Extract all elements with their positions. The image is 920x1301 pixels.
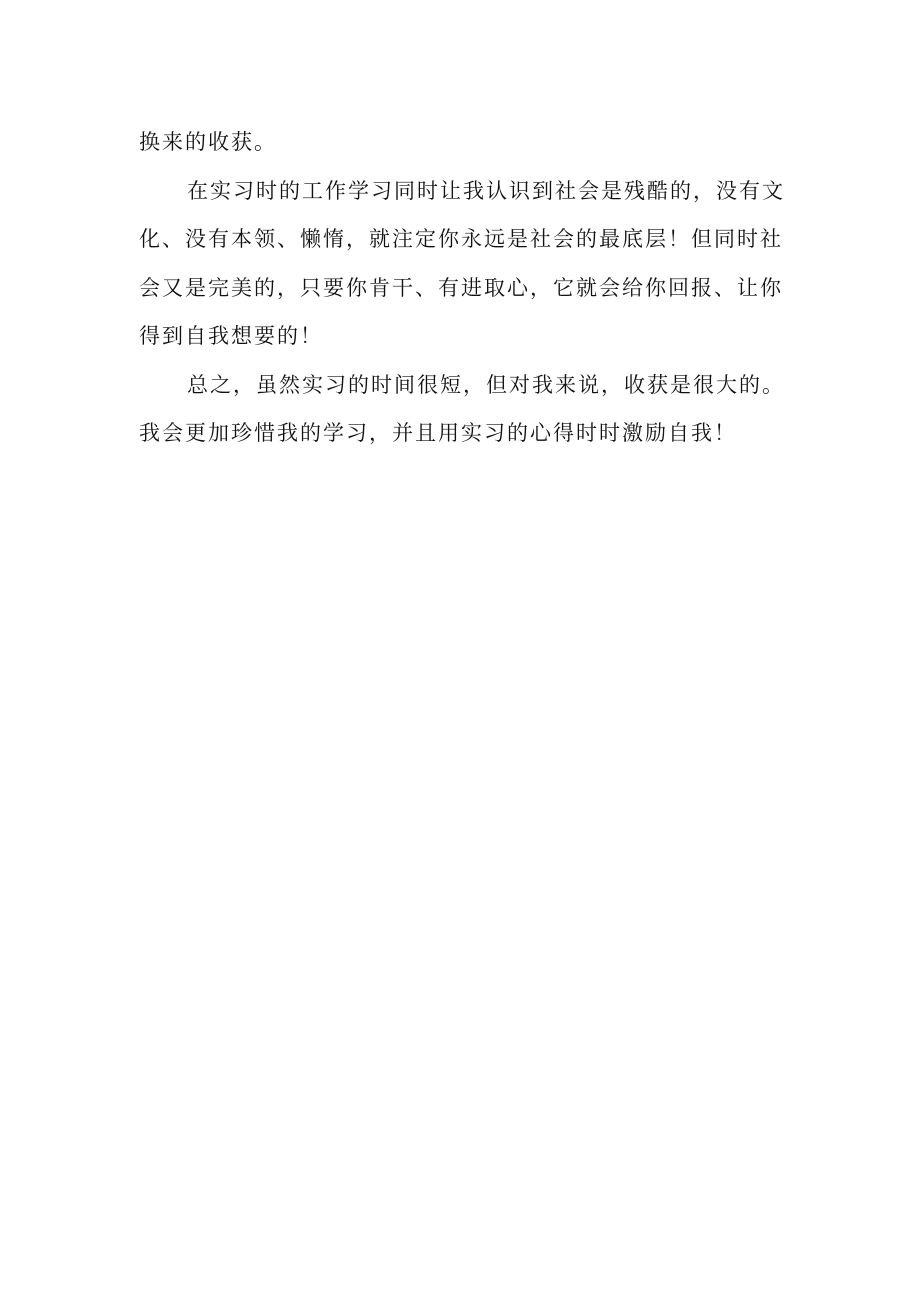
text-line: 我会更加珍惜我的学习，并且用实习的心得时时激励自我！ <box>139 421 737 445</box>
text-line: 换来的收获。 <box>139 130 277 154</box>
text-line: 化、没有本领、懒惰，就注定你永远是社会的最底层！但同时社 <box>139 227 783 251</box>
document-body <box>139 118 789 458</box>
text-line: 会又是完美的，只要你肯干、有进取心，它就会给你回报、让你 <box>139 275 783 300</box>
paragraph-first-line: 总之，虽然实习的时间很短，但对我来说，收获是很大的。 <box>187 372 785 397</box>
text-line: 得到自我想要的！ <box>139 324 323 348</box>
paragraph-first-line: 在实习时的工作学习同时让我认识到社会是残酷的，没有文 <box>187 178 785 203</box>
